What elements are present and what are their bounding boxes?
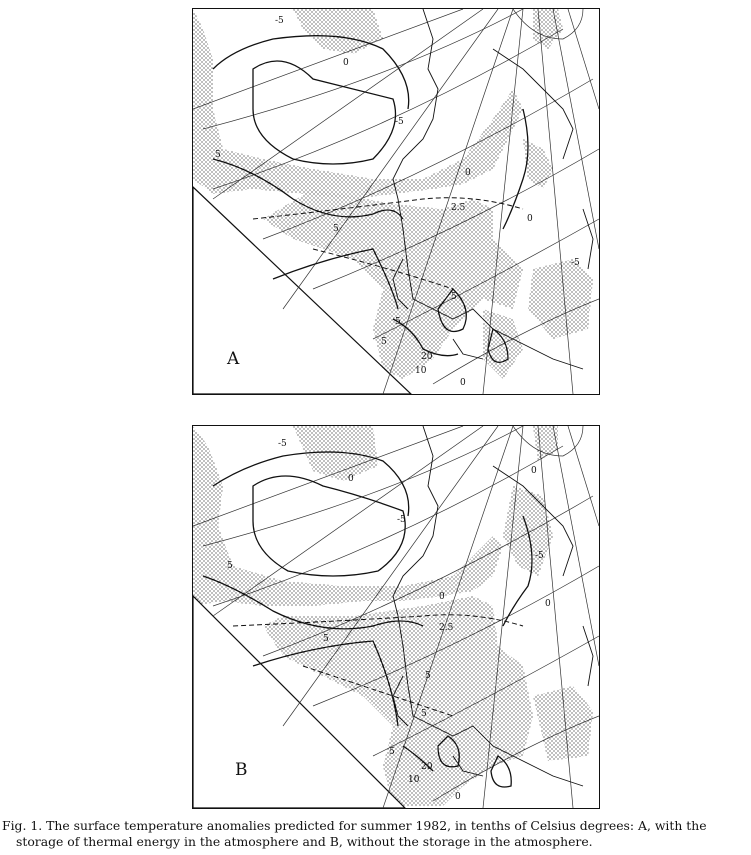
contour-label: 0 (527, 214, 533, 224)
contour-label: 5 (389, 747, 395, 757)
figure-caption (2, 818, 750, 850)
contour-label: 0 (531, 466, 537, 476)
contour-label: 5 (381, 337, 387, 347)
contour-label: 0 (465, 168, 471, 178)
contour-label: 20 (421, 762, 433, 772)
contour-label: 5 (425, 671, 431, 681)
panel-label: B (235, 760, 248, 780)
contour-label: 5 (333, 224, 339, 234)
contour-label: 0 (455, 792, 461, 802)
contour-label: 0 (460, 378, 466, 388)
contour-label: 2.5 (439, 623, 454, 633)
contour-label: 10 (415, 366, 427, 376)
contour-label: 0 (439, 592, 445, 602)
contour-label: 10 (408, 775, 420, 785)
contour-label: -5 (571, 258, 580, 268)
caption-line: Fig. 1. The surface temperature anomalies predicted for summer 1982, in tenths of Celsius degrees: A, with the (2, 818, 707, 833)
contour-label: 20 (421, 352, 433, 362)
contour-label: 5 (421, 709, 427, 719)
contour-label: 5 (395, 317, 401, 327)
contour-label: 0 (545, 599, 551, 609)
temperature-anomaly-map-b (193, 426, 599, 808)
contour-label: -5 (275, 16, 284, 26)
map-panel-b (192, 425, 600, 809)
map-panel-a (192, 8, 600, 395)
contour-label: 5 (323, 634, 329, 644)
contour-label: 5 (215, 150, 221, 160)
temperature-anomaly-map-a (193, 9, 599, 394)
contour-label: -5 (397, 515, 406, 525)
contour-label: -5 (278, 439, 287, 449)
caption-line: storage of thermal energy in the atmosphere and B, without the storage in the atmosphere. (16, 834, 593, 849)
contour-label: 5 (451, 292, 457, 302)
panel-label: A (227, 349, 240, 369)
contour-label: 0 (343, 58, 349, 68)
contour-label: 0 (348, 474, 354, 484)
contour-label: -5 (395, 117, 404, 127)
contour-label: -5 (535, 551, 544, 561)
contour-label: 2.5 (451, 203, 466, 213)
contour-label: 5 (227, 561, 233, 571)
